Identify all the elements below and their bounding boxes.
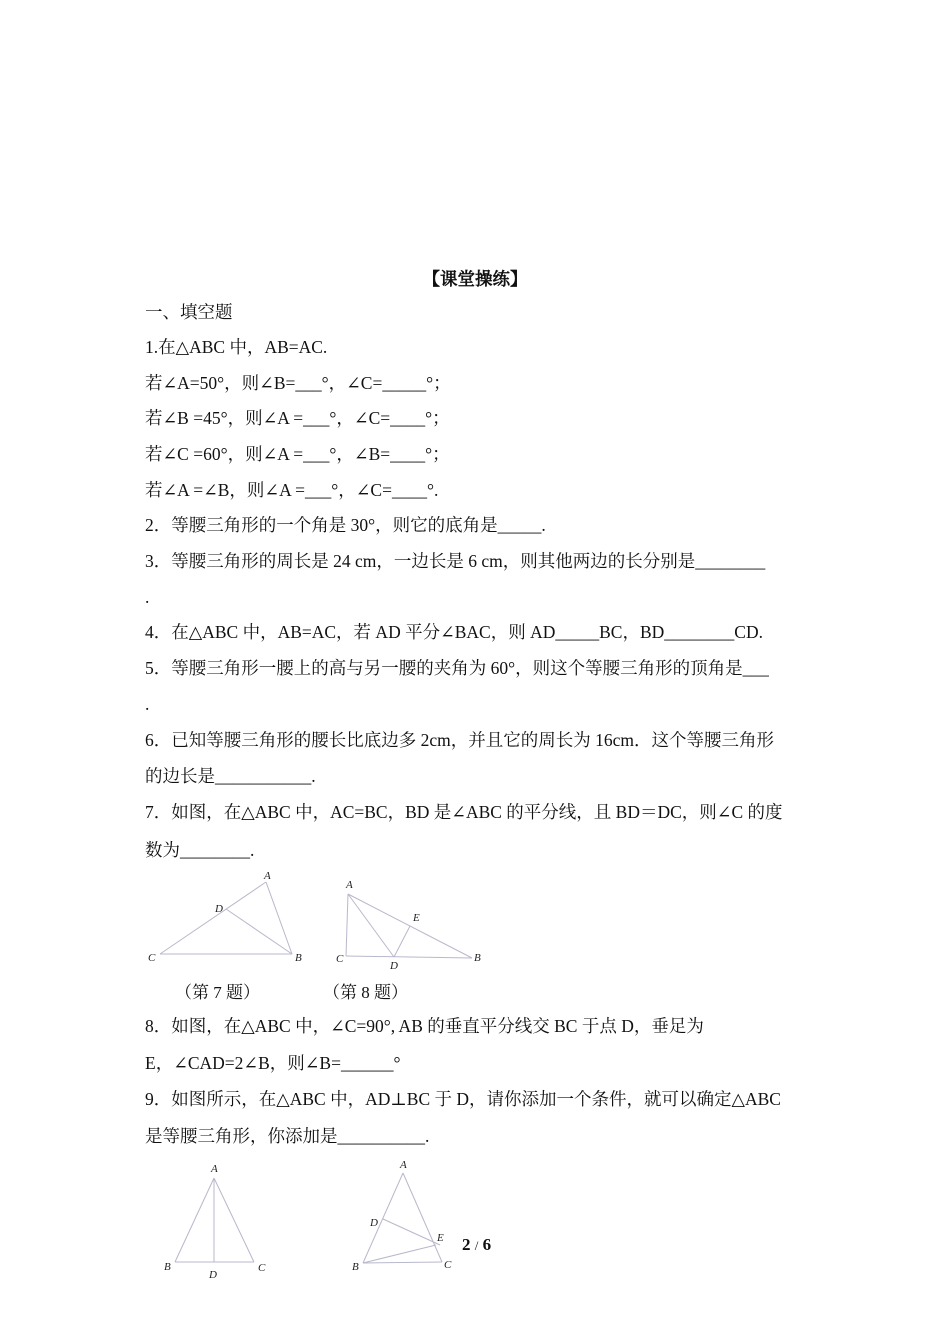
label-c: C [148, 952, 156, 964]
label-d: D [370, 1217, 378, 1229]
label-b: B [295, 952, 302, 964]
figure-q7-caption: （第 7 题） [175, 983, 260, 1002]
question-1-part-c: 若∠C =60°，则∠A =___°，∠B=____°； [145, 444, 450, 464]
label-d: D [390, 960, 398, 972]
figure-q10 [345, 1155, 460, 1275]
question-6-line2: 的边长是___________. [145, 766, 316, 786]
label-b: B [352, 1261, 359, 1273]
question-1-part-d: 若∠A =∠B，则∠A =___°，∠C=____°. [145, 480, 439, 500]
label-e: E [413, 912, 420, 924]
question-1-part-a: 若∠A=50°，则∠B=___°，∠C=_____°； [145, 373, 451, 393]
page-separator: / [474, 1238, 479, 1253]
page-total: 6 [482, 1235, 492, 1254]
question-3: 3．等腰三角形的周长是 24 cm，一边长是 6 cm，则其他两边的长分别是________ [145, 551, 766, 571]
question-9-line2: 是等腰三角形，你添加是__________. [145, 1126, 430, 1146]
label-b: B [164, 1261, 171, 1273]
label-b: B [474, 952, 481, 964]
question-1-part-b: 若∠B =45°，则∠A =___°，∠C=____°； [145, 408, 450, 428]
label-c: C [258, 1262, 266, 1274]
label-a: A [211, 1163, 218, 1175]
question-4: 4．在△ABC 中，AB=AC，若 AD 平分∠BAC，则 AD_____BC，BD________CD. [145, 622, 763, 642]
section-title: 【课堂操练】 [422, 269, 528, 289]
label-a: A [264, 870, 271, 882]
label-c: C [444, 1259, 452, 1271]
page-number [462, 1235, 491, 1255]
figure-q9 [155, 1158, 280, 1283]
question-5: 5．等腰三角形一腰上的高与另一腰的夹角为 60°，则这个等腰三角形的顶角是___ [145, 658, 769, 678]
question-3-end: . [145, 587, 150, 607]
label-a: A [346, 879, 353, 891]
label-d: D [215, 903, 223, 915]
question-6-line1: 6．已知等腰三角形的腰长比底边多 2cm，并且它的周长为 16cm．这个等腰三角形 [145, 730, 775, 750]
question-8-line2: E，∠CAD=2∠B，则∠B=______° [145, 1053, 401, 1073]
question-8-line1: 8．如图，在△ABC 中，∠C=90°, AB 的垂直平分线交 BC 于点 D，垂足为 [145, 1016, 704, 1036]
question-7-line1: 7．如图，在△ABC 中，AC=BC，BD 是∠ABC 的平分线，且 BD＝DC，则∠C 的度 [145, 802, 783, 822]
question-5-end: . [145, 694, 150, 714]
page-current: 2 [462, 1235, 471, 1254]
figure-q8-caption: （第 8 题） [323, 983, 408, 1002]
figure-q7 [140, 866, 315, 966]
question-9-line1: 9．如图所示，在△ABC 中，AD⊥BC 于 D，请你添加一个条件，就可以确定△ABC [145, 1089, 781, 1109]
label-d: D [209, 1269, 217, 1281]
question-1-stem: 1.在△ABC 中，AB=AC. [145, 337, 328, 357]
question-7-line2: 数为________. [145, 840, 255, 860]
label-e: E [437, 1232, 444, 1244]
section-heading: 一、填空题 [145, 302, 233, 322]
label-c: C [336, 953, 344, 965]
label-a: A [400, 1159, 407, 1171]
question-2: 2．等腰三角形的一个角是 30°，则它的底角是_____. [145, 515, 546, 535]
figure-q8 [330, 872, 495, 974]
